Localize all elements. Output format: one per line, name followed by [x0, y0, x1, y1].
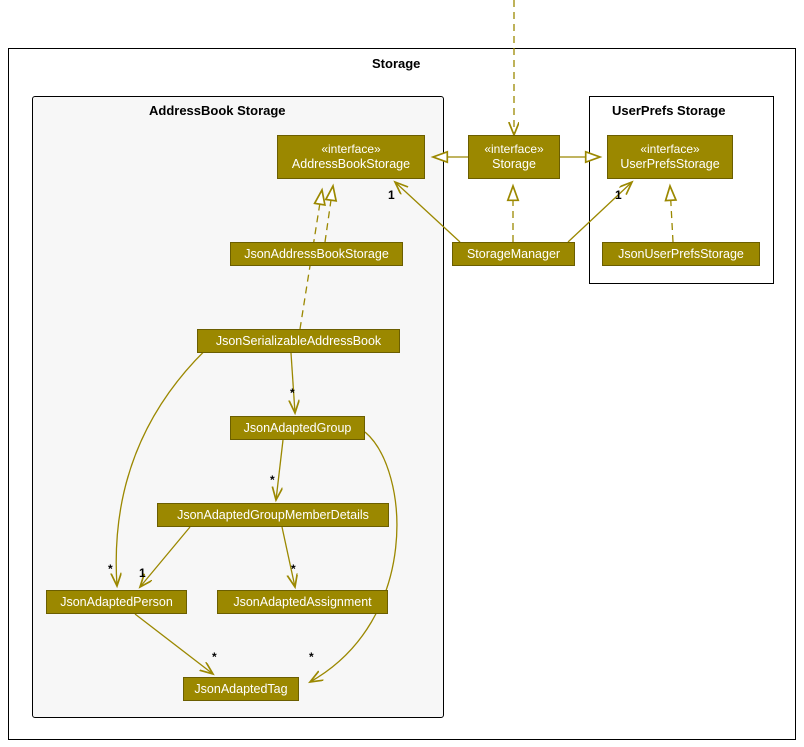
class-jsonadaptedgroupmemberdetails-label: JsonAdaptedGroupMemberDetails — [177, 507, 369, 522]
multiplicity-addressbookstorage-one: 1 — [388, 188, 395, 202]
class-jsonuserprefsstorage[interactable] — [602, 242, 760, 266]
class-jsonaddressbookstorage-label: JsonAddressBookStorage — [244, 246, 389, 261]
multiplicity-assignment-star: * — [291, 562, 296, 576]
multiplicity-userprefsstorage-one: 1 — [615, 188, 622, 202]
class-jsonuserprefsstorage-label: JsonUserPrefsStorage — [618, 246, 744, 261]
class-jsonadaptedgroup-label: JsonAdaptedGroup — [243, 420, 352, 435]
class-addressbookstorage[interactable] — [277, 135, 425, 179]
class-storagemanager[interactable] — [452, 242, 575, 266]
class-jsonadaptedassignment-label: JsonAdaptedAssignment — [233, 594, 372, 609]
multiplicity-tag-star-right: * — [309, 650, 314, 664]
multiplicity-person-star: * — [108, 562, 113, 576]
package-userprefs-storage-title: UserPrefs Storage — [612, 103, 726, 118]
class-jsonadaptedgroup[interactable] — [230, 416, 365, 440]
class-jsonserializableaddressbook-label: JsonSerializableAddressBook — [215, 333, 382, 348]
multiplicity-groupmember-star: * — [270, 473, 275, 487]
package-storage-title: Storage — [372, 56, 421, 71]
class-userprefsstorage[interactable] — [607, 135, 733, 179]
multiplicity-group-star: * — [290, 386, 295, 400]
class-jsonadaptedtag-label: JsonAdaptedTag — [194, 681, 288, 696]
class-jsonadaptedassignment[interactable] — [217, 590, 388, 614]
multiplicity-person-one: 1 — [139, 566, 146, 580]
class-userprefsstorage-stereotype: «interface» — [640, 141, 700, 156]
class-jsonadaptedperson[interactable] — [46, 590, 187, 614]
class-storage[interactable] — [468, 135, 560, 179]
class-jsonadaptedgroupmemberdetails[interactable] — [157, 503, 389, 527]
class-jsonadaptedtag[interactable] — [183, 677, 299, 701]
package-addressbook-storage — [32, 96, 444, 718]
class-userprefsstorage-label: UserPrefsStorage — [620, 156, 720, 171]
multiplicity-tag-star-left: * — [212, 650, 217, 664]
class-addressbookstorage-label: AddressBookStorage — [291, 156, 411, 171]
class-storage-stereotype: «interface» — [484, 141, 544, 156]
package-addressbook-storage-title: AddressBook Storage — [149, 103, 286, 118]
class-storagemanager-label: StorageManager — [466, 246, 561, 261]
class-jsonaddressbookstorage[interactable] — [230, 242, 403, 266]
class-storage-label: Storage — [492, 156, 536, 171]
class-jsonadaptedperson-label: JsonAdaptedPerson — [60, 594, 173, 609]
class-jsonserializableaddressbook[interactable] — [197, 329, 400, 353]
class-addressbookstorage-stereotype: «interface» — [321, 141, 381, 156]
